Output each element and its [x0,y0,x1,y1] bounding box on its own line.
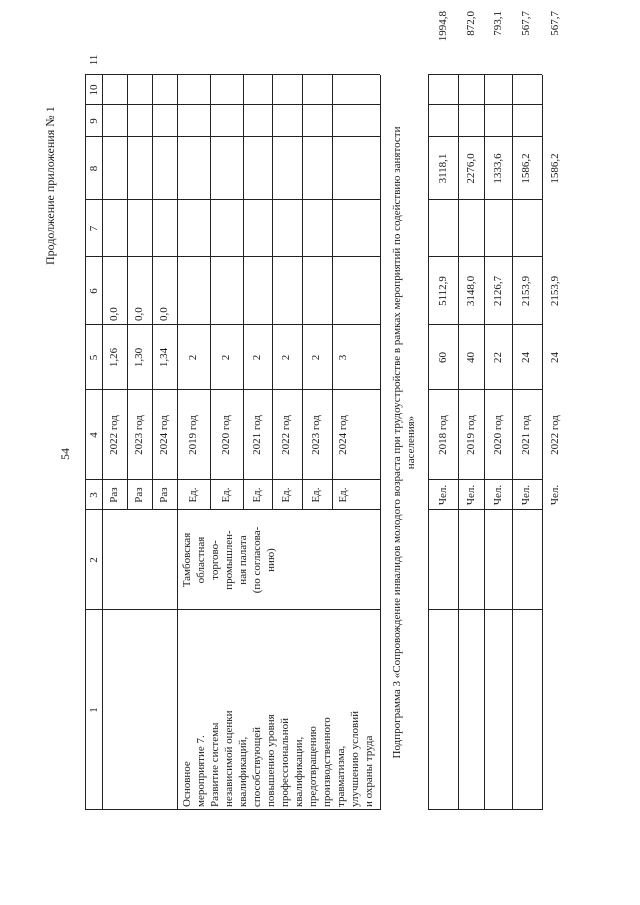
value-cell: 2 [251,354,263,361]
year-cell: 2020 год [492,415,504,455]
value-cell: 5112,9 [437,276,449,306]
year-cell: 2022 год [108,415,120,455]
value-cell: 1,30 [133,347,145,368]
value-cell: 0,0 [133,307,145,321]
value-cell: 2276,0 [465,153,477,184]
value-cell: 0,0 [158,307,170,321]
col-number: 6 [88,288,100,294]
unit-cell: Ед. [310,487,322,503]
col-number: 1 [88,707,100,713]
col-number: 10 [88,84,100,96]
year-cell: 2019 год [187,415,199,455]
year-cell: 2023 год [310,415,322,455]
value-cell: 2126,7 [492,275,504,307]
value-cell: 567,7 [549,11,561,36]
year-cell: 2024 год [337,415,349,455]
unit-cell: Ед. [251,487,263,503]
unit-cell: Чел. [465,484,477,506]
unit-cell: Чел. [437,484,449,506]
value-cell: 2 [310,354,322,361]
value-cell: 22 [492,352,504,363]
year-cell: 2021 год [251,415,263,455]
unit-cell: Ед. [337,487,349,503]
col-number: 7 [88,225,100,232]
unit-cell: Ед. [187,487,199,503]
value-cell: 1333,6 [492,153,504,184]
unit-cell: Раз [158,487,170,503]
year-cell: 2021 год [520,415,532,455]
unit-cell: Чел. [492,484,504,506]
value-cell: 60 [437,352,449,363]
year-cell: 2024 год [158,415,170,455]
value-cell: 3148,0 [465,275,477,307]
col-number: 8 [88,165,100,172]
value-cell: 2153,9 [549,275,561,307]
value-cell: 567,7 [520,11,532,36]
value-cell: 3 [337,354,349,361]
value-cell: 24 [549,352,561,363]
col-number: 9 [88,118,100,124]
value-cell: 1,26 [108,347,120,368]
col-number: 2 [88,557,100,563]
subprogram-title: Подпрограмма 3 «Сопровождение инвалидов молодого возраста при трудоустройстве в рамках мероприятий по содействию занятости населения» [391,126,417,759]
value-cell: 2 [187,354,199,361]
unit-cell: Чел. [520,484,532,506]
value-cell: 1994,8 [437,11,449,42]
year-cell: 2022 год [280,415,292,455]
page-number: 54 [58,448,72,460]
value-cell: 872,0 [465,11,477,36]
unit-cell: Раз [133,487,145,503]
unit-cell: Раз [108,487,120,503]
year-cell: 2018 год [437,415,449,455]
value-cell: 3118,1 [437,153,449,184]
year-cell: 2022 год [549,415,561,455]
value-cell: 0,0 [108,307,120,321]
value-cell: 2153,9 [520,275,532,307]
col-number: 11 [88,54,100,66]
value-cell: 40 [465,352,477,363]
year-cell: 2019 год [465,415,477,455]
unit-cell: Ед. [280,487,292,503]
col-number: 4 [88,432,100,438]
value-cell: 2 [280,354,292,361]
value-cell: 24 [520,352,532,363]
unit-cell: Чел. [549,484,561,506]
year-cell: 2023 год [133,415,145,455]
executor: Тамбовская областная торгово- промышлен- ная палата (по согласова- нию) [181,526,277,594]
unit-cell: Ед. [220,487,232,503]
value-cell: 2 [220,354,232,361]
value-cell: 1586,2 [549,153,561,184]
appendix-note: Продолжение приложения № 1 [43,106,57,265]
col-number: 3 [88,492,100,498]
col-number: 5 [88,354,100,361]
activity-name: Основное мероприятие 7. Развитие системы независимой оценки квалификаций, способствующей повышению уровня профессиональной квалификации, предотвращению производственного травматизма, улучшению условий и охраны труда [181,710,375,807]
value-cell: 793,1 [492,11,504,36]
year-cell: 2020 год [220,415,232,455]
value-cell: 1586,2 [520,153,532,184]
value-cell: 1,34 [158,347,170,368]
